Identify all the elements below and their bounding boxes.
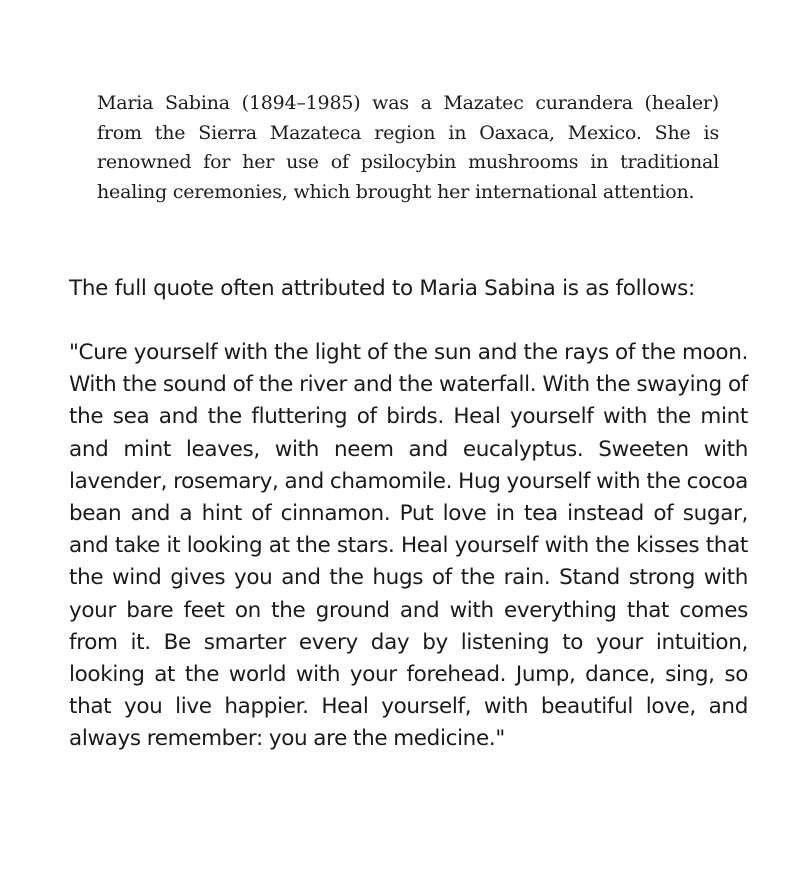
quote-intro-line: The full quote often attributed to Maria Sabina is as follows: — [69, 276, 695, 301]
biography-paragraph: Maria Sabina (1894–1985) was a Mazatec curandera (healer) from the Sierra Mazateca region in Oaxaca, Mexico. She is renowned for her use of psilocybin mushrooms in traditional healing ceremonies, which brought her international attention. — [97, 92, 719, 203]
quote-paragraph: "Cure yourself with the light of the sun and the rays of the moon. With the sound of the river and the waterfall. With the swaying of the sea and the fluttering of birds. Heal yourself with the mint and mint leaves, with neem and eucalyptus. Sweeten with lavender, rosemary, and chamomile. Hug yourself with the cocoa bean and a hint of cinnamon. Put love in tea instead of sugar, and take it looking at the stars. Heal yourself with the kisses that the wind gives you and the hugs of the rain. Stand strong with your bare feet on the ground and with everything that comes from it. Be smarter every day by listening to your intuition, looking at the world with your forehead. Jump, dance, sing, so that you live happier. Heal yourself, with beautiful love, and always remember: you are the medicine." — [69, 340, 748, 752]
